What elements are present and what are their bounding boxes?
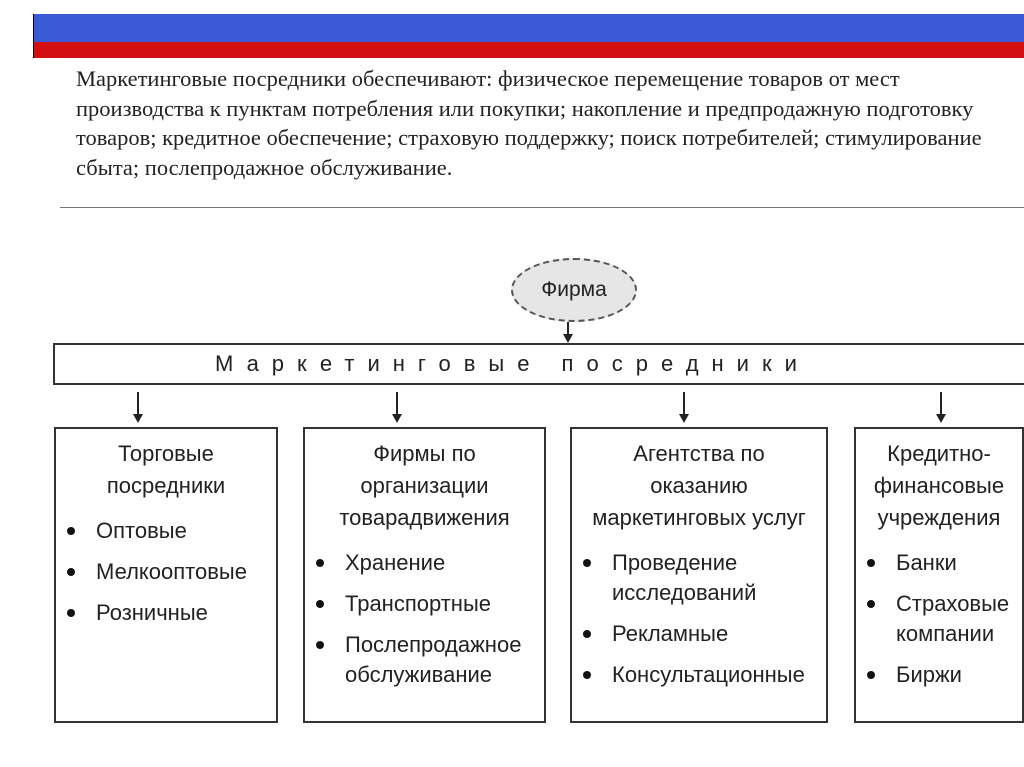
category-title: Агентства по оказанию маркетинговых услуг (592, 441, 806, 530)
category-list (856, 548, 1022, 690)
bullet-icon (867, 559, 875, 567)
bullet-icon (867, 600, 875, 608)
category-list (56, 516, 276, 628)
list-item: Хранение (305, 548, 544, 578)
list-item: Рекламные (572, 619, 826, 649)
category-list (572, 548, 826, 690)
category-title: Торговые посредники (106, 441, 226, 498)
list-item: Банки (856, 548, 1022, 578)
list-item: Проведение исследований (572, 548, 826, 608)
list-item: Розничные (56, 598, 276, 628)
list-item: Послепродажное обслуживание (305, 630, 544, 690)
firm-node (511, 258, 637, 322)
bullet-icon (67, 609, 75, 617)
bullet-icon (67, 568, 75, 576)
list-item: Транспортные (305, 589, 544, 619)
category-list (305, 548, 544, 690)
bullet-icon (867, 671, 875, 679)
category-box-financial (854, 427, 1024, 723)
intermediaries-label: Маркетинговые посредники (215, 351, 810, 376)
list-item: Мелкооптовые (56, 557, 276, 587)
category-box-logistics (303, 427, 546, 723)
header-band-blue (33, 14, 1024, 42)
bullet-icon (316, 559, 324, 567)
list-item: Оптовые (56, 516, 276, 546)
firm-label: Фирма (541, 278, 607, 301)
intermediaries-bar (53, 343, 1024, 385)
category-box-trade (54, 427, 278, 723)
list-item: Консультационные (572, 660, 826, 690)
bullet-icon (316, 600, 324, 608)
list-item: Биржи (856, 660, 1022, 690)
divider-line (60, 207, 1024, 208)
header-band-red (33, 42, 1024, 58)
category-title: Фирмы по организации товарадвижения (339, 441, 510, 530)
bullet-icon (316, 641, 324, 649)
list-item: Страховые компании (856, 589, 1022, 649)
category-box-marketing-agencies (570, 427, 828, 723)
category-title: Кредитно- финансовые учреждения (873, 441, 1005, 530)
bullet-icon (67, 527, 75, 535)
bullet-icon (583, 630, 591, 638)
bullet-icon (583, 671, 591, 679)
intro-paragraph: Маркетинговые посредники обеспечивают: физическое перемещение товаров от мест производства к пунктам потребления или покупки; накопление и предпродажную подготовку товаров; кредитное обеспечение; страховую поддержку; поиск потребителей; стимулирование сбыта; послепродажное обслуживание. (76, 66, 982, 180)
bullet-icon (583, 559, 591, 567)
